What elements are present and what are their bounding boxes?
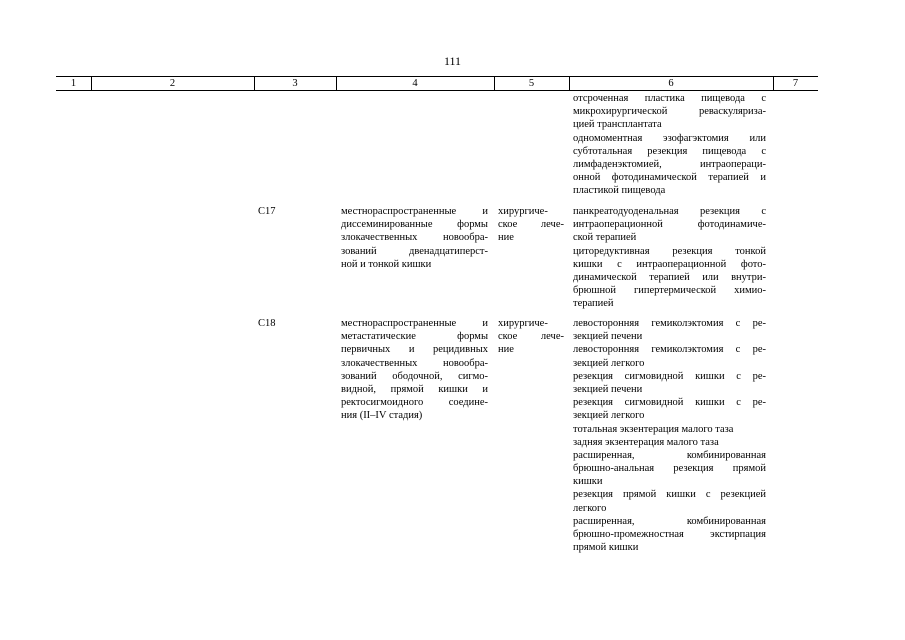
row-code: C18: [258, 318, 276, 329]
text-line: зекцией печени: [573, 331, 643, 343]
text-line: субтотальная резекция пищевода с: [573, 145, 766, 157]
text-line: первичных и рецидивных: [341, 344, 488, 356]
text-line: резекция прямой кишки с резекцией: [573, 489, 766, 501]
text-line: зекцией легкого: [573, 410, 645, 422]
table-header-bottom-rule: [56, 90, 818, 91]
text-line: циторедуктивная резекция тонкой: [573, 245, 766, 257]
text-line: зований ободочной, сигмо-: [341, 370, 488, 382]
text-line: задняя экзентерация малого таза: [573, 436, 719, 448]
text-line: хирургиче-: [498, 318, 548, 329]
text-line: видной, прямой кишки и: [341, 383, 488, 395]
text-line: расширенная, комбинированная: [573, 515, 766, 527]
page-number: 111: [443, 54, 462, 68]
text-line: резекция сигмовидной кишки с ре-: [573, 370, 766, 382]
row-diagnosis: [341, 205, 488, 271]
text-line: ния (II–IV стадия): [341, 410, 423, 422]
row-treatment-type: [498, 205, 564, 245]
text-line: одномоментная эзофагэктомия или: [573, 132, 766, 144]
row-treatment-type: [498, 317, 564, 357]
text-line: зований двенадцатиперст-: [341, 245, 488, 257]
table-header-top-rule: [56, 76, 818, 77]
text-line: цией трансплантата: [573, 119, 662, 131]
text-line: хирургиче-: [498, 206, 548, 217]
text-line: кишки: [573, 476, 603, 488]
text-line: тотальная экзентерация малого таза: [573, 423, 734, 435]
column-number: 6: [668, 78, 674, 89]
column-number: 7: [792, 78, 799, 89]
text-line: расширенная, комбинированная: [573, 449, 766, 461]
text-line: левосторонняя гемиколэктомия с ре-: [573, 318, 766, 329]
text-line: зекцией легкого: [573, 357, 645, 369]
text-line: метастатические формы: [341, 331, 488, 343]
text-line: злокачественных новообра-: [341, 357, 488, 369]
text-line: местнораспространенные и: [341, 206, 488, 217]
text-line: панкреатодуоденальная резекция с: [573, 206, 766, 217]
text-line: пластикой пищевода: [573, 185, 666, 197]
text-line: ной и тонкой кишки: [341, 258, 432, 270]
text-line: брюшно-промежностная экстирпация: [573, 529, 766, 540]
text-line: ние: [498, 344, 514, 356]
column-number: 5: [528, 78, 535, 89]
text-line: терапией: [573, 298, 614, 310]
text-line: ние: [498, 232, 514, 244]
row-code: C17: [258, 206, 276, 217]
text-line: динамической терапией или внутри-: [573, 271, 766, 283]
text-line: ское лече-: [498, 331, 564, 343]
continuation-methods: [573, 92, 766, 198]
column-number: 1: [70, 78, 77, 89]
text-line: брюшно-анальная резекция прямой: [573, 463, 766, 475]
text-line: левосторонняя гемиколэктомия с ре-: [573, 344, 766, 356]
text-line: диссеминированные формы: [341, 219, 488, 231]
text-line: ской терапией: [573, 232, 637, 244]
text-line: кишки с интраоперационной фото-: [573, 258, 766, 270]
text-line: ское лече-: [498, 219, 564, 231]
row-diagnosis: [341, 317, 488, 423]
text-line: прямой кишки: [573, 542, 639, 554]
text-line: легкого: [573, 502, 607, 514]
text-line: резекция сигмовидной кишки с ре-: [573, 397, 766, 409]
text-line: лимфаденэктомией, интраопераци-: [573, 158, 766, 170]
column-number: 4: [412, 78, 418, 89]
text-line: микрохирургической реваскуляриза-: [573, 106, 766, 118]
text-line: отсроченная пластика пищевода с: [573, 93, 766, 104]
text-line: ректосигмоидного соедине-: [341, 397, 488, 409]
row-methods: [573, 317, 766, 554]
text-line: брюшной гипертермической химио-: [573, 285, 766, 297]
text-line: интраоперационной фотодинамиче-: [573, 219, 766, 231]
text-line: онной фотодинамической терапией и: [573, 172, 766, 184]
text-line: зекцией печени: [573, 383, 643, 395]
column-number: 3: [292, 78, 298, 89]
text-line: злокачественных новообра-: [341, 232, 488, 244]
column-number: 2: [169, 78, 176, 89]
text-line: местнораспространенные и: [341, 318, 488, 329]
row-methods: [573, 205, 766, 311]
